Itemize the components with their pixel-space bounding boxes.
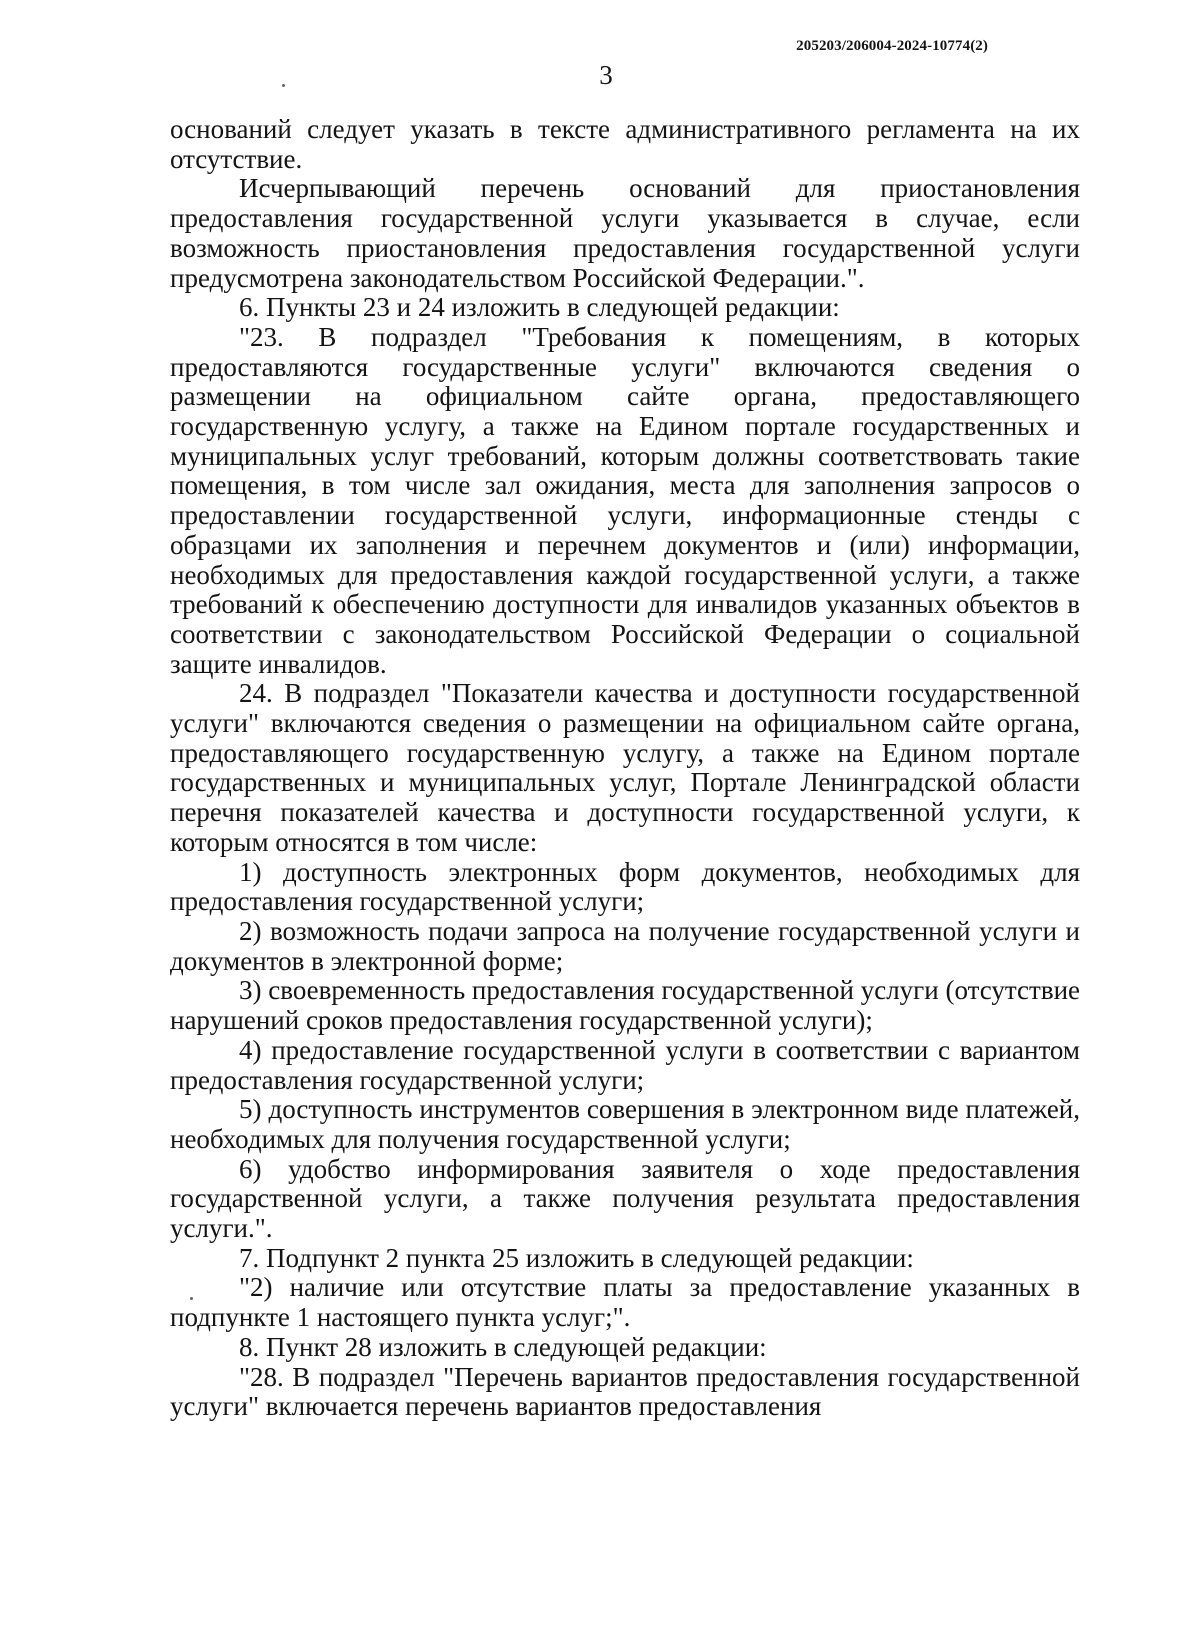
scan-speck [282, 84, 285, 87]
list-item-3: 3) своевременность предоставления государственной услуги (отсутствие нарушений сроков предоставления государственной услуги); [170, 975, 1080, 1036]
paragraph-suspension-grounds: Исчерпывающий перечень оснований для приостановления предоставления государственной услуги указывается в случае, если возможность приостановления предоставления государственной услуги предусмотрена законодательством Российской Федерации.". [170, 173, 1080, 293]
scan-speck [190, 1297, 193, 1300]
list-item-5: 5) доступность инструментов совершения в электронном виде платежей, необходимых для получения государственной услуги; [170, 1094, 1080, 1154]
list-item-1: 1) доступность электронных форм документов, необходимых для предоставления государственной услуги; [170, 856, 1080, 917]
document-id: 205203/206004-2024-10774(2) [796, 38, 988, 54]
paragraph-item-6: 6. Пункты 23 и 24 изложить в следующей редакции: [239, 292, 840, 323]
list-item-6: 6) удобство информирования заявителя о ходе предоставления государственной услуги, а также получения результата предоставления услуги.". [170, 1153, 1080, 1244]
paragraph-point-28: "28. В подраздел "Перечень вариантов предоставления государственной услуги" включается перечень вариантов предоставления [170, 1361, 1080, 1422]
paragraph-subpoint-2: "2) наличие или отсутствие платы за предоставление указанных в подпункте 1 настоящего пункта услуг;". [170, 1272, 1080, 1333]
list-item-4: 4) предоставление государственной услуги в соответствии с вариантом предоставления государственной услуги; [170, 1034, 1080, 1095]
paragraph-item-7: 7. Подпункт 2 пункта 25 изложить в следующей редакции: [239, 1242, 914, 1273]
list-item-2: 2) возможность подачи запроса на получение государственной услуги и документов в электронной форме; [170, 915, 1080, 976]
paragraph-continuation: оснований следует указать в тексте административного регламента на их отсутствие. [170, 114, 1080, 174]
page-number: 3 [599, 60, 613, 90]
paragraph-item-8: 8. Пункт 28 изложить в следующей редакции: [239, 1331, 767, 1362]
paragraph-point-23: "23. В подраздел "Требования к помещениям, в которых предоставляются государственные услуги" включаются сведения о размещении на официальном сайте органа, предоставляющего государственную услугу, а также на Едином портале государственных и муниципальных услуг требований, которым должны соответствовать такие помещения, в том числе зал ожидания, места для заполнения запросов о предоставлении государственной услуги, информационные стенды с образцами их заполнения и перечнем документов и (или) информации, необходимых для предоставления каждой государственной услуги, а также требований к обеспечению доступности для инвалидов указанных объектов в соответствии с законодательством Российской Федерации о социальной защите инвалидов. [170, 321, 1080, 679]
document-body [170, 115, 1080, 1422]
paragraph-point-24: 24. В подраздел "Показатели качества и доступности государственной услуги" включаются сведения о размещении на официальном сайте органа, предоставляющего государственную услугу, а также на Едином портале государственных и муниципальных услуг, Портале Ленинградской области перечня показателей качества и доступности государственной услуги, к которым относятся в том числе: [170, 678, 1080, 857]
